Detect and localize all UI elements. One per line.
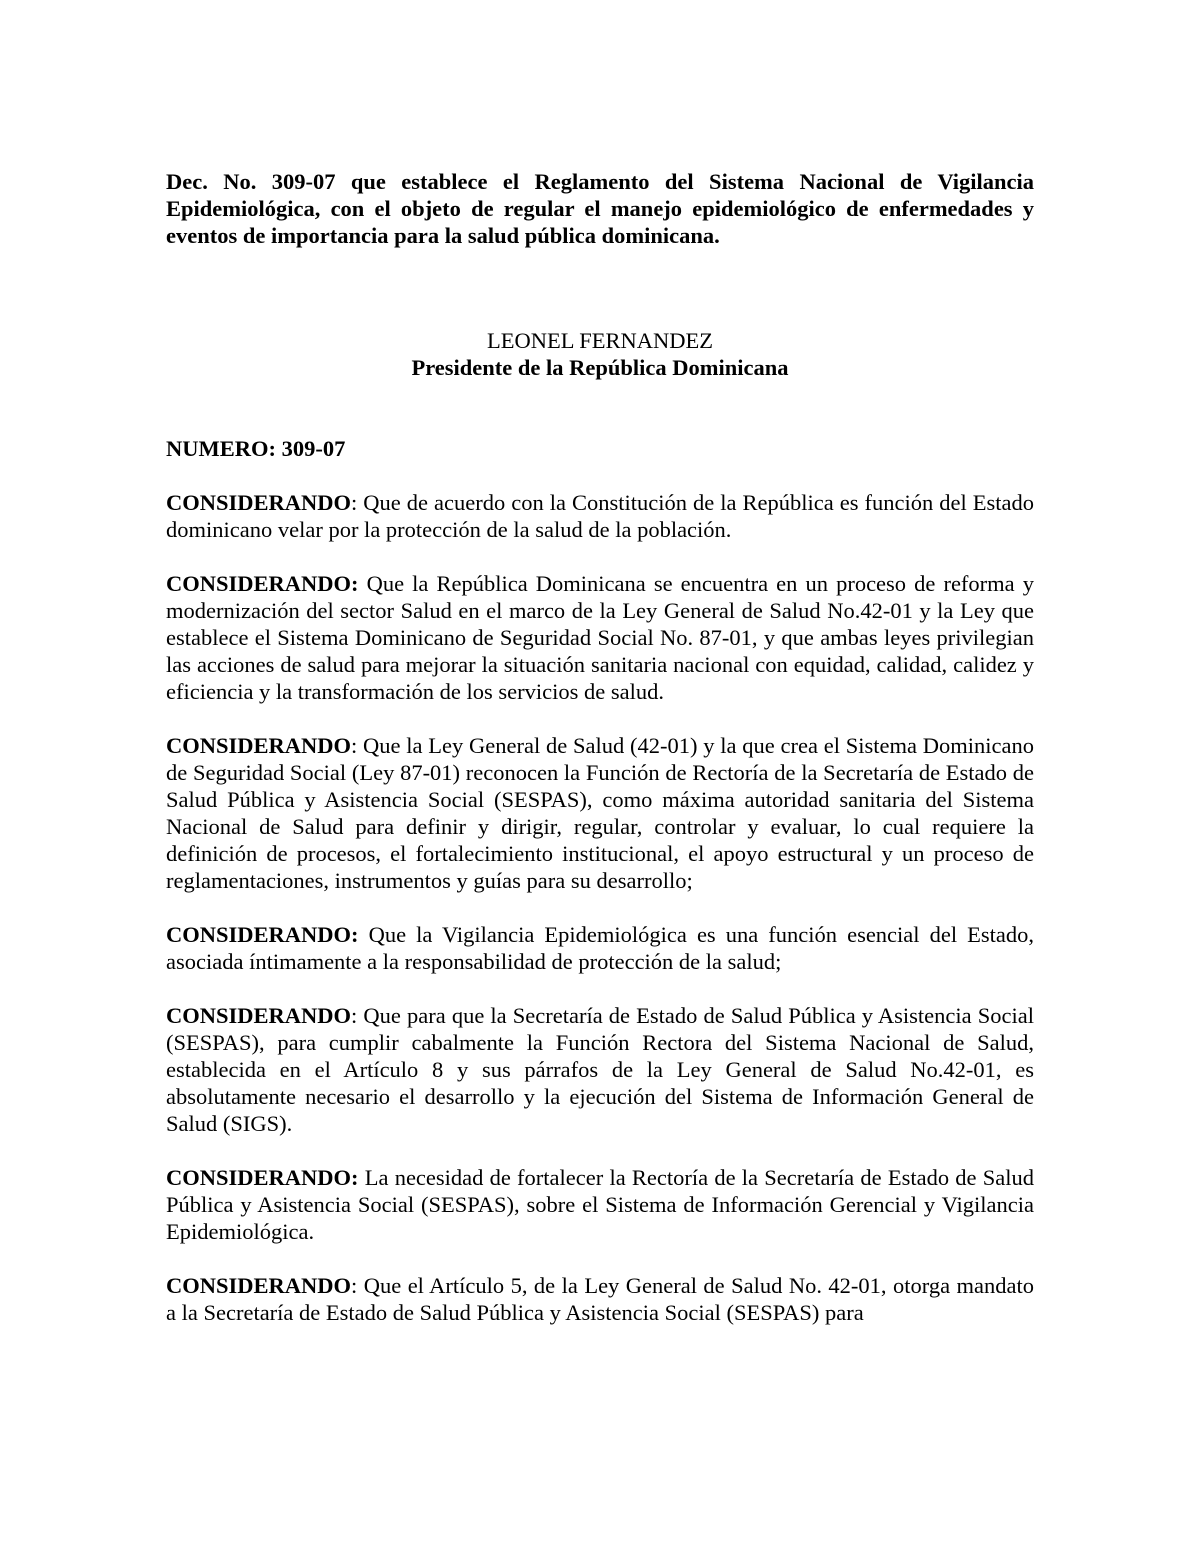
president-name: LEONEL FERNANDEZ bbox=[486, 328, 713, 353]
considerando-paragraph-4 bbox=[166, 921, 1034, 975]
considerando-label-suffix: : bbox=[351, 1273, 358, 1298]
considerando-paragraph-1 bbox=[166, 489, 1034, 543]
spacer bbox=[166, 975, 1034, 1002]
spacer bbox=[166, 1245, 1034, 1272]
document-page bbox=[166, 168, 1034, 1326]
document-title: Dec. No. 309-07 que establece el Reglamento del Sistema Nacional de Vigilancia Epidemiológica, con el objeto de regular el manejo epidemiológico de enfermedades y eventos de importancia para la salud pública dominicana. bbox=[166, 169, 1034, 248]
president-title: Presidente de la República Dominicana bbox=[411, 355, 789, 380]
considerando-label-suffix: : bbox=[351, 733, 358, 758]
spacer bbox=[166, 462, 1034, 489]
considerando-text: Que para que la Secretaría de Estado de Salud Pública y Asistencia Social (SESPAS), para cumplir cabalmente la Función Rectora del Sistema Nacional de Salud, establecida en el Artículo 8 y sus párrafos de la Ley General de Salud No.42-01, es absolutamente necesario el desarrollo y la ejecución del Sistema de Información General de Salud (SIGS). bbox=[166, 1003, 1034, 1136]
considerando-text: Que el Artículo 5, de la Ley General de Salud No. 42-01, otorga mandato a la Secretaría de Estado de Salud Pública y Asistencia Social (SESPAS) para bbox=[166, 1273, 1034, 1325]
considerando-paragraph-6 bbox=[166, 1164, 1034, 1245]
spacer bbox=[166, 1137, 1034, 1164]
considerando-paragraph-3 bbox=[166, 732, 1034, 894]
considerando-label-suffix: : bbox=[351, 1165, 359, 1190]
spacer bbox=[166, 381, 1034, 435]
considerando-text: La necesidad de fortalecer la Rectoría de la Secretaría de Estado de Salud Pública y Asistencia Social (SESPAS), sobre el Sistema de Información Gerencial y Vigilancia Epidemiológica. bbox=[166, 1165, 1034, 1244]
considerando-text: Que de acuerdo con la Constitución de la República es función del Estado dominicano velar por la protección de la salud de la población. bbox=[166, 490, 1034, 542]
considerando-paragraph-2 bbox=[166, 570, 1034, 705]
spacer bbox=[166, 894, 1034, 921]
considerando-label: CONSIDERANDO bbox=[166, 1003, 352, 1028]
spacer bbox=[166, 249, 1034, 327]
considerando-label: CONSIDERANDO bbox=[166, 571, 352, 596]
spacer bbox=[166, 705, 1034, 732]
considerando-label: CONSIDERANDO bbox=[166, 490, 352, 515]
spacer bbox=[166, 543, 1034, 570]
considerando-label: CONSIDERANDO bbox=[166, 922, 352, 947]
considerando-text: Que la República Dominicana se encuentra en un proceso de reforma y modernización del sector Salud en el marco de la Ley General de Salud No.42-01 y la Ley que establece el Sistema Dominicano de Seguridad Social No. 87-01, y que ambas leyes privilegian las acciones de salud para mejorar la situación sanitaria nacional con equidad, calidad, calidez y eficiencia y la transformación de los servicios de salud. bbox=[166, 571, 1034, 704]
considerando-label-suffix: : bbox=[351, 571, 359, 596]
considerando-label-suffix: : bbox=[351, 922, 359, 947]
considerando-text: Que la Ley General de Salud (42-01) y la que crea el Sistema Dominicano de Seguridad Social (Ley 87-01) reconocen la Función de Rectoría de la Secretaría de Estado de Salud Pública y Asistencia Social (SESPAS), como máxima autoridad sanitaria del Sistema Nacional de Salud para definir y dirigir, regular, controlar y evaluar, lo cual requiere la definición de procesos, el fortalecimiento institucional, el apoyo estructural y un proceso de reglamentaciones, instrumentos y guías para su desarrollo; bbox=[166, 733, 1034, 893]
considerando-label-suffix: : bbox=[351, 490, 358, 515]
considerando-text: Que la Vigilancia Epidemiológica es una función esencial del Estado, asociada íntimamente a la responsabilidad de protección de la salud; bbox=[166, 922, 1034, 974]
considerando-label-suffix: : bbox=[351, 1003, 358, 1028]
considerando-label: CONSIDERANDO bbox=[166, 1165, 352, 1190]
considerando-label: CONSIDERANDO bbox=[166, 733, 352, 758]
considerando-paragraph-7 bbox=[166, 1272, 1034, 1326]
numero-label: NUMERO: 309-07 bbox=[166, 436, 346, 461]
considerando-paragraph-5 bbox=[166, 1002, 1034, 1137]
considerando-label: CONSIDERANDO bbox=[166, 1273, 352, 1298]
